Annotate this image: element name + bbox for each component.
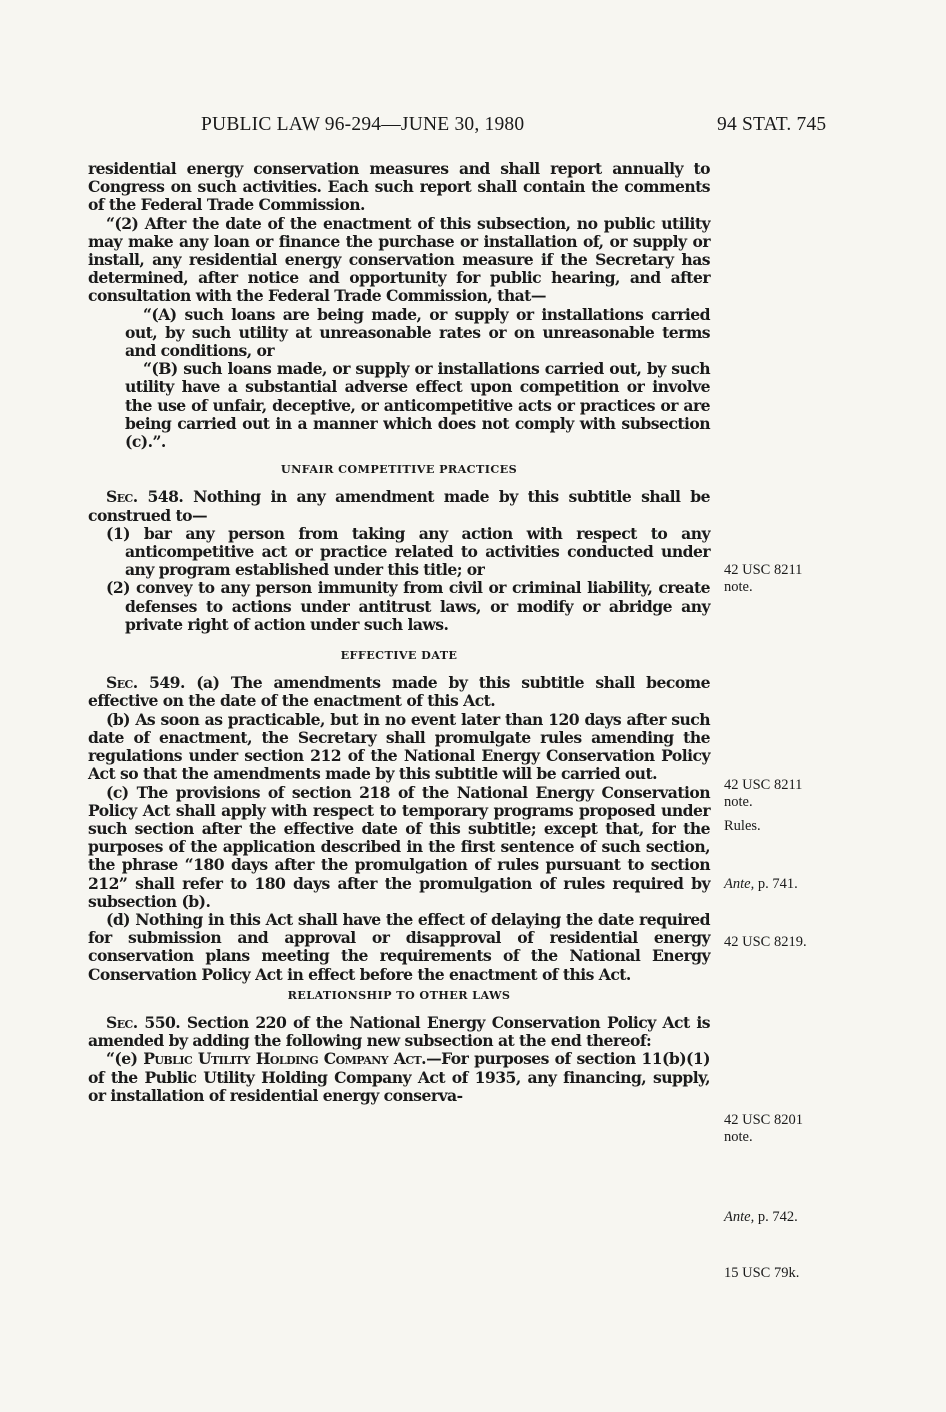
subsection-e-caption: Public Utility Holding Company Act. xyxy=(143,1049,427,1069)
heading-effective-date: EFFECTIVE DATE xyxy=(340,648,458,663)
section-550-text: 550. Section 220 of the National Energy Conservation Policy Act is amended by adding the following new subsection at the end thereof: xyxy=(88,1012,710,1051)
margin-note xyxy=(724,777,802,811)
paragraph-2b: “(B) such loans made, or supply or installations carried out, by such utility have a substantial adverse effect upon competition or involve the use of unfair, deceptive, or anticompetitive acts or practices or are being carried out in a manner which does not comply with subsection (c).”. xyxy=(125,359,710,452)
section-549-c: (c) The provisions of section 218 of the National Energy Conservation Policy Act shall apply with respect to temporary programs proposed under such section after the effective date of this subtitle; except that, for the purposes of the application described in the first sentence of such section, the phrase “180 days after the promulgation of rules pursuant to section 212” shall refer to 180 days after the promulgation of rules required by subsection (b). xyxy=(88,782,710,911)
heading-relationship: RELATIONSHIP TO OTHER LAWS xyxy=(287,987,511,1002)
heading-unfair-practices: UNFAIR COMPETITIVE PRACTICES xyxy=(280,462,518,477)
paragraph-continuation: residential energy conservation measures and shall report annually to Congress on such activities. Each such report shall contain the comments of the Federal Trade Commission. xyxy=(88,159,710,215)
section-548-item-1: (1) bar any person from taking any action with respect to any anticompetitive act or practice related to activities conducted under any program established under this title; or xyxy=(106,523,710,580)
margin-note xyxy=(724,562,802,596)
section-548 xyxy=(88,488,710,524)
margin-note xyxy=(724,934,807,951)
margin-note-line: note. xyxy=(724,794,753,810)
margin-note-line: 42 USC 8211 xyxy=(724,562,803,578)
section-550 xyxy=(88,1014,710,1050)
margin-note-line: note. xyxy=(724,1129,753,1145)
paragraph-2a: “(A) such loans are being made, or supply or installations carried out, by such utility at unreasonable rates or on unreasonable terms and conditions, or xyxy=(125,304,710,361)
margin-note-line: p. 742. xyxy=(754,1209,798,1225)
margin-note-line: Rules. xyxy=(724,818,761,834)
body-text xyxy=(88,160,710,1105)
sec-label: Sec. xyxy=(106,673,138,693)
margin-note xyxy=(724,1209,798,1226)
header-title: PUBLIC LAW 96-294—JUNE 30, 1980 xyxy=(201,114,525,135)
sec-label: Sec. xyxy=(106,487,138,507)
margin-note xyxy=(724,1112,803,1146)
section-550-e xyxy=(88,1050,710,1105)
section-548-item-2: (2) convey to any person immunity from civil or criminal liability, create defenses to actions under antitrust laws, or modify or abridge any private right of action under such laws. xyxy=(106,578,710,634)
section-549-a-text: 549. (a) The amendments made by this subtitle shall become effective on the date of the enactment of this Act. xyxy=(88,673,710,711)
section-548-text: 548. Nothing in any amendment made by this subtitle shall be construed to— xyxy=(88,487,710,525)
margin-note-line: 42 USC 8211 xyxy=(724,777,803,793)
margin-note-line: 15 USC 79k. xyxy=(724,1265,800,1281)
margin-note xyxy=(724,1265,799,1282)
subsection-e-text: —For purposes of section 11(b)(1) of the Public Utility Holding Company Act of 1935, any financing, supply, or installation of residential energy conserva- xyxy=(88,1049,710,1105)
margin-note-italic: Ante, xyxy=(724,876,755,892)
margin-note xyxy=(724,818,761,835)
paragraph-2: “(2) After the date of the enactment of this subsection, no public utility may make any loan or finance the purchase or installation of, or supply or install, any residential energy conservation measure if the Secretary has determined, after notice and opportunity for public hearing, and after consultation with the Federal Trade Commission, that— xyxy=(88,213,710,306)
section-549-b: (b) As soon as practicable, but in no event later than 120 days after such date of enactment, the Secretary shall promulgate rules amending the regulations under section 212 of the National Energy Conservation Policy Act so that the amendments made by this subtitle will be carried out. xyxy=(88,709,710,784)
section-549-a xyxy=(88,674,710,710)
margin-note-line: 42 USC 8219. xyxy=(724,934,807,950)
margin-note-line: note. xyxy=(724,579,753,595)
margin-note-line: 42 USC 8201 xyxy=(724,1112,803,1128)
margin-note xyxy=(724,876,798,893)
section-549-d: (d) Nothing in this Act shall have the effect of delaying the date required for submission and approval or disapproval of residential energy conservation plans meeting the requirements of the National Energy Conservation Policy Act in effect before the enactment of this Act. xyxy=(88,909,710,984)
sec-label: Sec. xyxy=(106,1012,138,1032)
margin-note-line: p. 741. xyxy=(754,876,798,892)
subsection-e-open: “(e) xyxy=(106,1049,144,1069)
header-stat: 94 STAT. 745 xyxy=(717,114,827,135)
margin-note-italic: Ante, xyxy=(724,1209,755,1225)
